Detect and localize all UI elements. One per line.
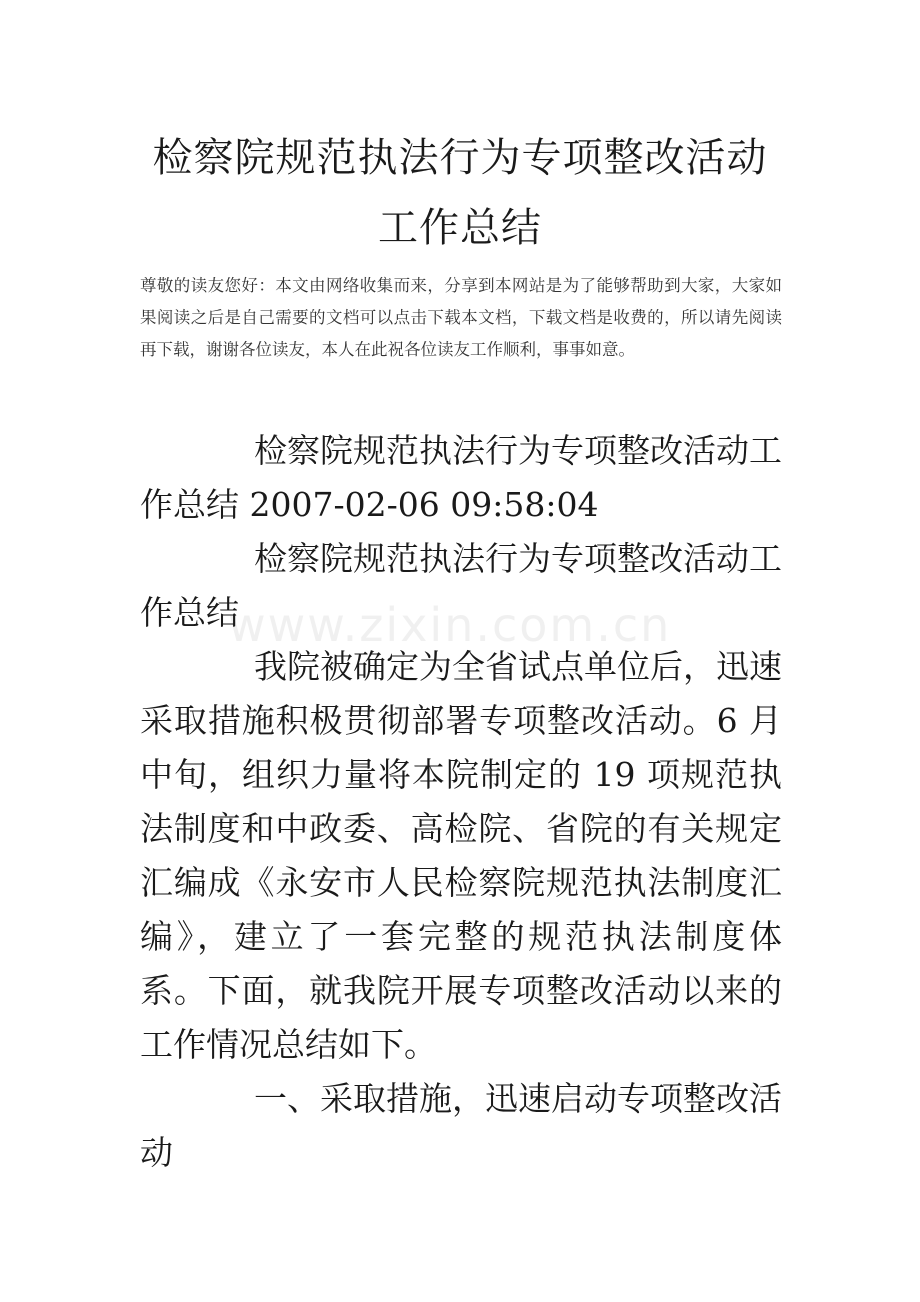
document-title-line-1: 检察院规范执法行为专项整改活动 (152, 135, 768, 181)
body-paragraph-heading-date: 检察院规范执法行为专项整改活动工作总结 2007-02-06 09:58:04 (140, 431, 782, 524)
reader-notice: 尊敬的读友您好：本文由网络收集而来，分享到本网站是为了能够帮助到大家，大家如果阅读之后是自己需要的文档可以点击下载本文档，下载文档是收费的，所以请先阅读再下载，谢谢各位读友，本人在此祝各位读友工作顺利，事事如意。 (140, 276, 782, 359)
body-section-heading-1: 一、采取措施，迅速启动专项整改活动 (140, 1079, 782, 1172)
document-title-line-2: 工作总结 (378, 205, 542, 251)
watermark-text: www.zixin.com.cn (228, 598, 672, 652)
body-paragraph-intro: 我院被确定为全省试点单位后，迅速采取措施积极贯彻部署专项整改活动。6 月中旬，组织力量将本院制定的 19 项规范执法制度和中政委、高检院、省院的有关规定汇编成《永安市人民检察院规范执法制度汇编》，建立了一套完整的规范执法制度体系。下面，就我院开展专项整改活动以来的工作情况总结如下。 (140, 647, 782, 1064)
document-body (140, 424, 782, 1180)
body-paragraph-heading: 检察院规范执法行为专项整改活动工作总结 (140, 539, 782, 632)
